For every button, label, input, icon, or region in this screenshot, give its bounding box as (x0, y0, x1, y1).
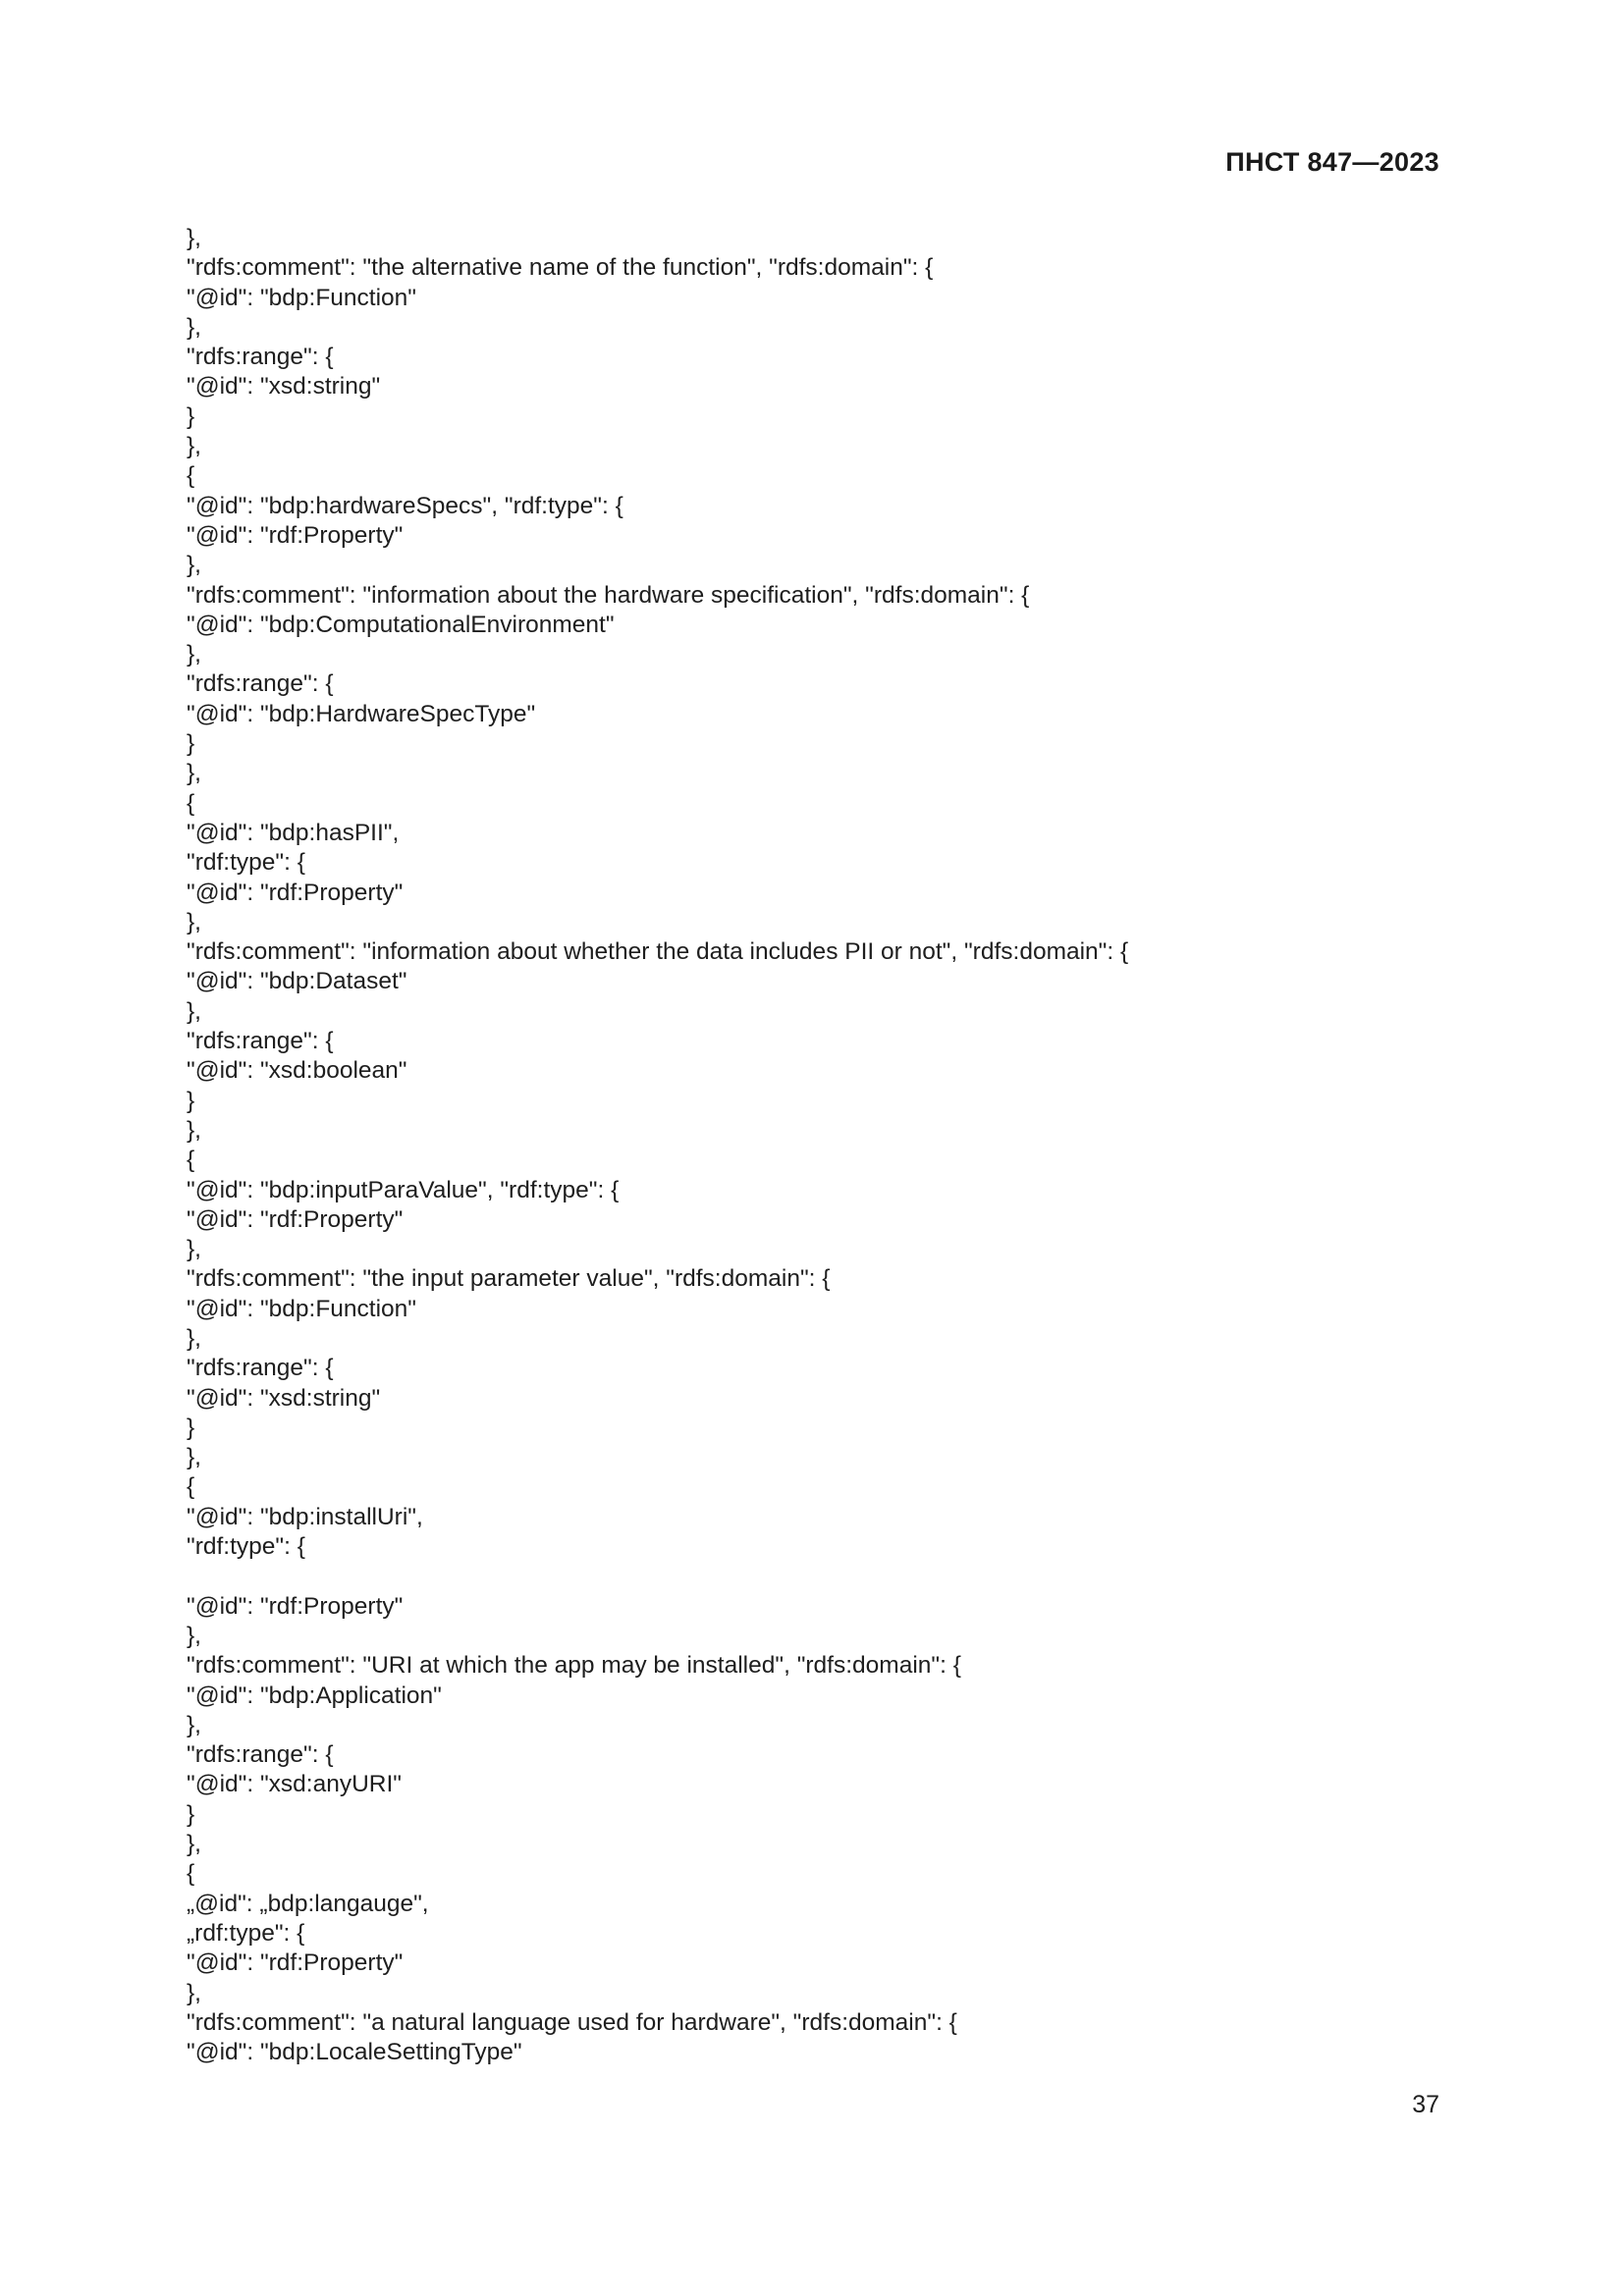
code-line: "rdfs:comment": "the alternative name of the function", "rdfs:domain": { (187, 254, 934, 282)
code-line: "@id": "xsd:string" (187, 1384, 381, 1412)
page-number: 37 (1412, 2091, 1439, 2118)
code-line: } (187, 1800, 195, 1828)
code-line: "@id": "bdp:installUri", (187, 1503, 423, 1530)
code-line: "rdfs:range": { (187, 1741, 334, 1769)
code-line: "@id": "bdp:ComputationalEnvironment" (187, 611, 615, 638)
code-line: "@id": "bdp:hasPII", (187, 819, 400, 846)
code-line: }, (187, 1444, 201, 1471)
code-line: "@id": "bdp:HardwareSpecType" (187, 700, 536, 727)
code-line: }, (187, 225, 201, 251)
code-line: „@id": „bdp:langauge", (187, 1890, 429, 1917)
code-line: { (187, 1860, 195, 1888)
code-line: { (187, 789, 195, 817)
code-line: "@id": "rdf:Property" (187, 879, 404, 906)
code-line: "rdfs:range": { (187, 344, 334, 371)
code-line: "rdfs:comment": "information about the hardware specification", "rdfs:domain": { (187, 581, 1030, 609)
code-line: "@id": "xsd:boolean" (187, 1057, 407, 1085)
document-id-header: ПНСТ 847—2023 (1225, 147, 1439, 177)
code-line: "@id": "bdp:Dataset" (187, 968, 407, 995)
code-line: "rdfs:comment": "a natural language used for hardware", "rdfs:domain": { (187, 2008, 957, 2036)
code-line: "rdfs:comment": "information about whether the data includes PII or not", "rdfs:domain": { (187, 938, 1129, 966)
code-line: } (187, 1087, 195, 1114)
code-line: } (187, 1414, 195, 1441)
code-line: "@id": "rdf:Property" (187, 1949, 404, 1977)
code-line: }, (187, 1979, 201, 2006)
code-line: "@id": "rdf:Property" (187, 521, 404, 549)
code-line: }, (187, 1711, 201, 1738)
code-line: }, (187, 433, 201, 460)
code-line: }, (187, 313, 201, 341)
code-line: }, (187, 1324, 201, 1352)
code-line: }, (187, 1116, 201, 1144)
code-line: } (187, 402, 195, 430)
code-line: "@id": "xsd:string" (187, 373, 381, 400)
code-line: "@id": "bdp:Application" (187, 1682, 442, 1709)
code-line (187, 1562, 1443, 1591)
code-line: { (187, 1147, 195, 1174)
code-line: "rdfs:range": { (187, 670, 334, 698)
code-line: "rdf:type": { (187, 849, 305, 877)
code-line: "@id": "bdp:LocaleSettingType" (187, 2039, 522, 2066)
code-line: }, (187, 1622, 201, 1649)
code-line: "@id": "xsd:anyURI" (187, 1771, 402, 1798)
code-line: { (187, 1473, 195, 1501)
code-line: }, (187, 760, 201, 787)
code-line: "rdfs:comment": "URI at which the app may be installed", "rdfs:domain": { (187, 1652, 961, 1680)
code-line: "@id": "bdp:hardwareSpecs", "rdf:type": { (187, 492, 623, 519)
code-line: "rdfs:range": { (187, 1355, 334, 1382)
code-line: }, (187, 997, 201, 1025)
code-line: "@id": "rdf:Property" (187, 1592, 404, 1620)
code-line: "@id": "bdp:Function" (187, 1295, 416, 1322)
code-line: { (187, 462, 195, 490)
code-line: "rdfs:comment": "the input parameter value", "rdfs:domain": { (187, 1265, 831, 1293)
code-line: }, (187, 641, 201, 668)
code-line: "@id": "bdp:Function" (187, 284, 416, 311)
code-line: }, (187, 552, 201, 579)
code-line: "rdfs:range": { (187, 1028, 334, 1055)
code-line: "@id": "bdp:inputParaValue", "rdf:type": { (187, 1176, 620, 1203)
code-line: "rdf:type": { (187, 1533, 305, 1561)
code-listing (187, 224, 1443, 2067)
code-line: "@id": "rdf:Property" (187, 1205, 404, 1233)
code-line: } (187, 730, 195, 758)
code-line: }, (187, 908, 201, 935)
code-line: }, (187, 1236, 201, 1263)
code-line: „rdf:type": { (187, 1919, 305, 1947)
code-line: }, (187, 1831, 201, 1858)
